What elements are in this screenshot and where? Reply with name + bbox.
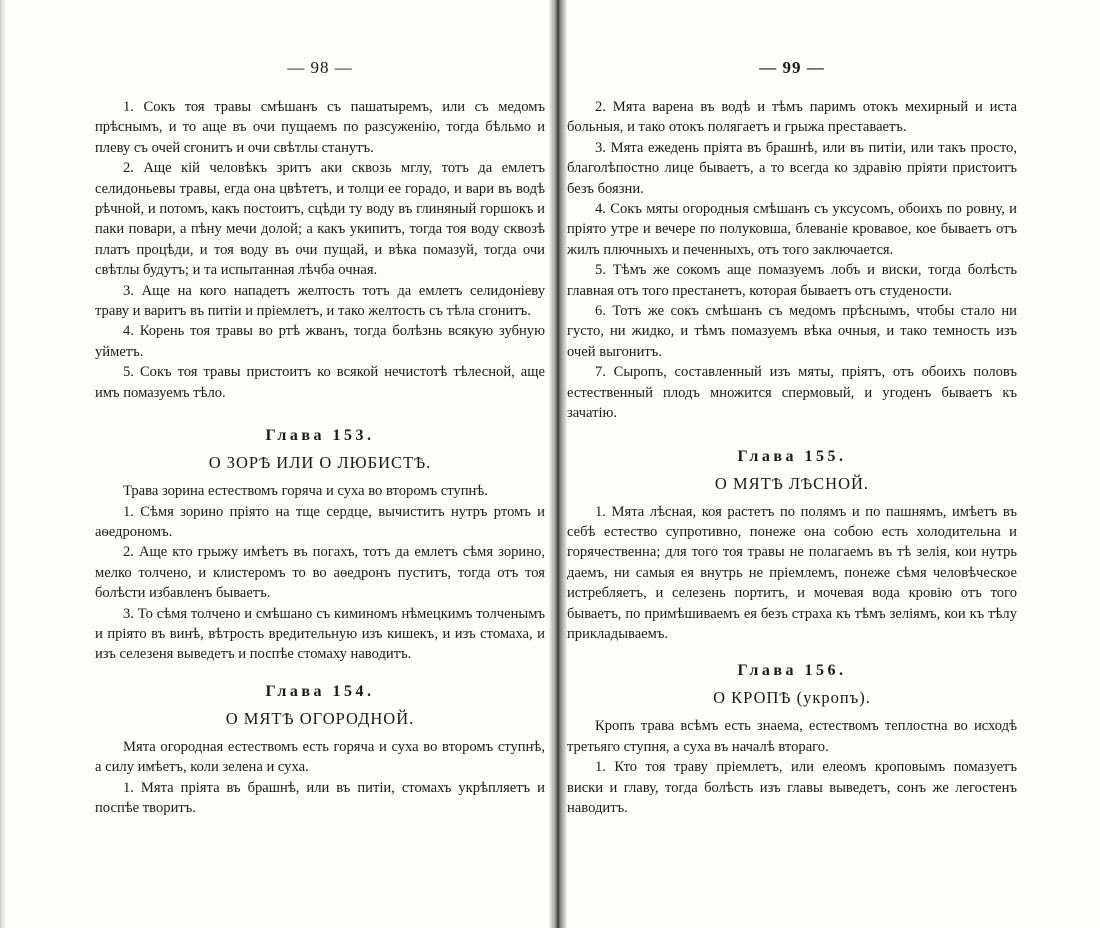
paragraph: 3. Аще на кого нападетъ желтость тотъ да емлетъ селидоніеву траву и варитъ въ питіи и пріемлетъ, и тако желтость съ тѣла сгонитъ.	[95, 282, 545, 320]
section-heading: О МЯТѢ ЛѢСНОЙ.	[714, 473, 870, 493]
paragraph: 1. Сокъ тоя травы смѣшанъ съ пашатыремъ, или съ медомъ прѣснымъ, и то аще въ очи пущаемъ по разсуженію, тогда бѣльмо и плеву съ очей сгонитъ и очи свѣтлы станутъ.	[95, 99, 545, 156]
paragraph: 4. Сокъ мяты огородныя смѣшанъ съ уксусомъ, обоихъ по ровну, и пріято утре и вечере по полуковша, блеваніе кровавое, кое бываетъ отъ жилъ плючныхъ и печенныхъ, отъ того заключается.	[567, 201, 1017, 258]
paragraph: 1. Кто тоя траву пріемлетъ, или елеомъ кроповымъ помазуетъ виски и главу, тогда болѣсть изъ главы выведетъ, сонъ же легостенъ наводитъ.	[567, 759, 1017, 816]
section-heading: О МЯТѢ ОГОРОДНОЙ.	[225, 708, 415, 728]
right-page	[567, 0, 1017, 928]
right-page-body	[567, 97, 1017, 818]
paragraph: 2. Мята варена въ водѣ и тѣмъ паримъ отокъ мехирный и иста больныя, и тако отокъ полягаетъ и грыжа преставаетъ.	[567, 99, 1017, 136]
section-heading: О КРОПѢ (укропъ).	[713, 688, 871, 708]
paragraph: 1. Мята лѣсная, коя растетъ по полямъ и по пашнямъ, имѣетъ въ себѣ естество супротивно, понеже она собою есть холодительна и горячественна; для того тоя травы не полагаемъ въ тѣ зелія, кои нутрь даемъ, ни самыя ея внутрь не пріемлемъ, понеже сѣмя человѣческое истребляетъ, и селезень портитъ, и мочевая вода кровію отъ того бываетъ, по примѣшиваемъ ея безъ страха къ тѣмъ зеліямъ, кои къ тѣлу прикладываемъ.	[567, 503, 1017, 642]
paragraph: 3. То сѣмя толчено и смѣшано съ киминомъ нѣмецкимъ толченымъ и пріято въ винѣ, вѣтрость вредительную изъ кишекъ, и изъ стомаха, и изъ селезеня выведетъ и поспѣе стомаху наводитъ.	[95, 605, 545, 663]
paragraph: 5. Сокъ тоя травы пристоитъ ко всякой нечистотѣ тѣлесной, аще имъ помазуемъ тѣло.	[95, 364, 545, 401]
paragraph: 1. Сѣмя зорино пріято на тще сердце, вычиститъ нутръ ртомъ и аѳедрономъ.	[95, 503, 545, 540]
paragraph: 3. Мята ежедень пріята въ брашнѣ, или въ питіи, или такъ просто, благолѣпостно лице бываетъ, а то всегда ко здравію пріяти пристоитъ безъ боязни.	[567, 139, 1017, 197]
page-edge-shadow	[0, 0, 6, 928]
chapter-title: Глава 155.	[737, 447, 847, 465]
page-number-left: — 98 —	[287, 58, 353, 77]
paragraph: 4. Корень тоя травы во ртѣ жванъ, тогда болѣзнь всякую зубную уйметъ.	[95, 323, 545, 360]
paragraph: 6. Тотъ же сокъ смѣшанъ съ медомъ прѣснымъ, чтобы стало ни густо, ни жидко, и тѣмъ помазуемъ вѣка очныя, и тако темность изъ очей выгонитъ.	[567, 303, 1017, 360]
chapter-title: Глава 153.	[265, 427, 375, 445]
left-page	[95, 0, 545, 928]
book-gutter	[549, 0, 567, 928]
left-page-body	[95, 97, 545, 818]
paragraph: Кропъ трава всѣмъ есть знаема, естествомъ теплостна во исходѣ третьяго ступня, а суха въ началѣ втораго.	[567, 718, 1017, 755]
paragraph: Трава зорина естествомъ горяча и суха во второмъ ступнѣ.	[123, 483, 488, 500]
paragraph: 5. Тѣмъ же сокомъ аще помазуемъ лобъ и виски, тогда болѣсть главная отъ того престанетъ, которая бываетъ отъ студености.	[567, 262, 1017, 299]
paragraph: 1. Мята пріята въ брашнѣ, или въ питіи, стомахъ укрѣпляетъ и поспѣе творитъ.	[95, 779, 545, 816]
chapter-title: Глава 156.	[737, 662, 847, 680]
chapter-title: Глава 154.	[265, 682, 375, 700]
paragraph: Мята огородная естествомъ есть горяча и суха во второмъ ступнѣ, а силу имѣетъ, коли зелена и суха.	[95, 738, 545, 776]
paragraph: 7. Сыропъ, составленный изъ мяты, пріятъ, отъ обоихъ половъ естественный плодъ множится спермовый, и угоденъ бываетъ къ зачатію.	[567, 364, 1017, 422]
paragraph: 2. Аще кій человѣкъ зритъ аки сквозь мглу, тотъ да емлетъ селидоньевы травы, егда она цвѣтетъ, и толци ее горадо, и вари въ водѣ рѣчной, и потомъ, какъ постоитъ, сцѣди ту воду въ глиняный горшокъ и паки повари, а пѣну мечи долой; а какъ укипитъ, тогда тоя воду сквозѣ платъ процѣди, и тоя воду въ очи пущай, и вѣка помазуй, тогда очи свѣтлы будутъ; и та испытанная лѣчба очная.	[95, 160, 545, 279]
page-number-right: — 99 —	[759, 58, 825, 77]
paragraph: 2. Аще кто грыжу имѣетъ въ погахъ, тотъ да емлетъ сѣмя зорино, мелко толчено, и клистеромъ то во аѳедронъ пуститъ, тогда отъ тоя болѣсти избавленъ бываетъ.	[95, 544, 545, 602]
section-heading: О ЗОРѢ ИЛИ О ЛЮБИСТѢ.	[208, 453, 432, 473]
